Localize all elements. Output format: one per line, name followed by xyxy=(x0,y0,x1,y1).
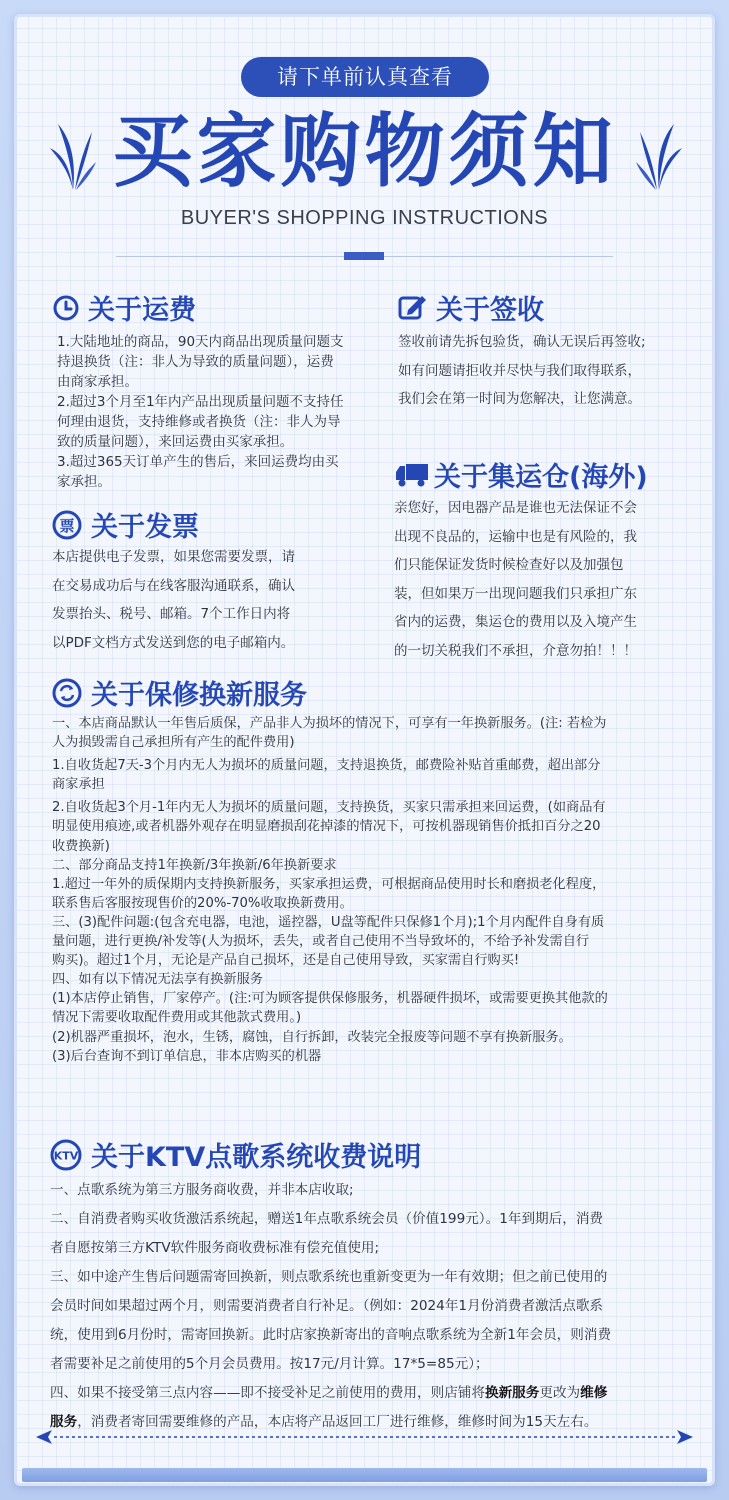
warehouse-line: 们只能保证发货时候检查好以及加强包 xyxy=(394,557,624,573)
ktv-line: 一、点歌系统为第三方服务商收费，并非本店收取; xyxy=(50,1182,354,1198)
warranty-line: (1)本店停止销售，厂家停产。(注:可为顾客提供保修服务，机器硬件损坏，或需要更换其他款的 xyxy=(52,991,608,1007)
warranty-line: (2)机器严重损坏，泡水，生锈，腐蚀，自行拆卸，改装完全报废等问题不享有换新服务。 xyxy=(52,1029,572,1045)
ktv-icon xyxy=(49,1138,83,1172)
shipping-line: 3.超过365天订单产生的售后，来回运费均由买 xyxy=(57,454,339,470)
ktv-bold-text: 维修 xyxy=(580,1385,608,1401)
shipping-body xyxy=(57,332,377,492)
ktv-line: 统，使用到6月份时，需寄回换新。此时店家换新寄出的音响点歌系统为全新1年会员，则消费 xyxy=(50,1327,612,1343)
warehouse-line: 省内的运费，集运仓的费用以及入境产生 xyxy=(394,614,637,630)
warehouse-line: 的一切关税我们不承担，介意勿拍！！！ xyxy=(394,642,637,659)
ktv-title: 关于KTV点歌系统收费说明 xyxy=(91,1142,422,1173)
warranty-line: 量问题，进行更换/补发等(人为损坏，丢失，或者自己使用不当导致坏的，不给予补发需自行 xyxy=(52,934,590,950)
warranty-line: 1.自收货起7天-3个月内无人为损坏的质量问题，支持退换货，邮费险补贴首重邮费，超出部分 xyxy=(52,758,601,774)
right-leaf-icon xyxy=(634,118,684,192)
invoice-body xyxy=(52,543,372,657)
warranty-line: 购买)。超过1个月，无论是产品自己损坏，还是自己使用导致，买家需自行购买! xyxy=(52,953,520,969)
warranty-heading xyxy=(51,673,307,712)
ktv-icon-text: KTV xyxy=(53,1149,79,1162)
warranty-line: (3)后台查询不到订单信息，非本店购买的机器 xyxy=(52,1048,322,1064)
warehouse-line: 装，但如果万一出现问题我们只承担广东 xyxy=(394,585,637,602)
ktv-line: 者自愿按第三方KTV软件服务商收费标准有偿充值使用; xyxy=(50,1240,380,1256)
shipping-line: 2.超过3个月至1年内产品出现质量问题不支持任 xyxy=(57,394,344,410)
invoice-title: 关于发票 xyxy=(91,512,199,543)
warehouse-line: 亲您好，因电器产品是谁也无法保证不会 xyxy=(394,500,637,516)
warranty-line: 一、本店商品默认一年售后质保，产品非人为损坏的情况下，可享有一年换新服务。(注: 若检为 xyxy=(52,716,607,731)
warranty-line: 二、部分商品支持1年换新/3年换新/6年换新要求 xyxy=(52,857,337,873)
ktv-line: 二、自消费者购买收货激活系统起，赠送1年点歌系统会员（价值199元）。1年到期后，消费 xyxy=(50,1211,604,1227)
invoice-line: 发票抬头、税号、邮箱。7个工作日内将 xyxy=(52,606,291,622)
bottom-decor-bar xyxy=(22,1468,707,1482)
warranty-line: 联系售后客服按现售价的20%-70%收取换新费用。 xyxy=(52,895,353,911)
warehouse-heading xyxy=(394,455,648,494)
truck-icon xyxy=(394,462,430,488)
warranty-title: 关于保修换新服务 xyxy=(91,680,307,711)
header-pill: 请下单前认真查看 xyxy=(241,57,489,97)
signing-heading xyxy=(398,288,544,327)
invoice-line: 以PDF文档方式发送到您的电子邮箱内。 xyxy=(52,634,295,651)
shipping-line: 持退换货（注：非人为导致的质量问题），运费 xyxy=(57,354,334,370)
shipping-title: 关于运费 xyxy=(88,295,196,326)
warehouse-body xyxy=(394,494,694,665)
invoice-icon xyxy=(51,509,83,541)
shipping-line: 何理由退货，支持维修或者换货（注：非人为导 xyxy=(57,414,341,430)
svg-text:票: 票 xyxy=(59,516,75,535)
warehouse-title: 关于集运仓(海外) xyxy=(434,462,648,493)
signing-line: 签收前请先拆包验货，确认无误后再签收; xyxy=(398,334,646,350)
ktv-line: 者需要补足之前使用的5个月会员费用。按17元/月计算。17*5=85元）； xyxy=(50,1356,489,1372)
warranty-body xyxy=(52,714,692,1066)
warranty-line: 三、(3)配件问题:(包含充电器，电池，遥控器，U盘等配件只保修1个月);1个月内配件自身有质 xyxy=(52,914,605,930)
ktv-last-line xyxy=(50,1379,695,1408)
english-subtitle: BUYER'S SHOPPING INSTRUCTIONS xyxy=(180,207,549,229)
ktv-bold-text: 换新服务 xyxy=(485,1385,540,1401)
invoice-line: 在交易成功后与在线客服沟通联系，确认 xyxy=(52,577,295,594)
ktv-line: 会员时间如果超过两个月，则需要消费者自行补足。（例如：2024年1月份消费者激活点歌系 xyxy=(50,1298,604,1314)
invoice-line: 本店提供电子发票，如果您需要发票，请 xyxy=(52,549,295,565)
divider-block xyxy=(344,252,384,260)
shipping-heading xyxy=(52,288,196,327)
refresh-icon xyxy=(51,677,83,709)
signing-title: 关于签收 xyxy=(436,295,544,326)
warranty-line: 商家承担 xyxy=(52,777,105,793)
warranty-line: 2.自收货起3个月-1年内无人为损坏的质量问题，支持换货，买家只需承担来回运费，(如商品有 xyxy=(52,800,606,816)
ktv-bold-text: 服务 xyxy=(50,1414,78,1430)
edit-icon xyxy=(398,294,428,322)
warranty-line: 1.超过一年外的质保期内支持换新服务，买家承担运费，可根据商品使用时长和磨损老化程度， xyxy=(52,876,606,892)
ktv-last-text: ，消费者寄回需要维修的产品，本店将产品返回工厂进行维修，维修时间为15天左右。 xyxy=(77,1414,598,1430)
warranty-line: 四、如有以下情况无法享有换新服务 xyxy=(52,972,263,988)
warranty-line: 收费换新) xyxy=(52,838,110,854)
main-title: 买家购物须知 xyxy=(112,105,617,198)
shipping-line: 1.大陆地址的商品，90天内商品出现质量问题支 xyxy=(57,334,344,350)
ktv-line: 三、如中途产生售后问题需寄回换新，则点歌系统也重新变更为一年有效期；但之前已使用的 xyxy=(50,1269,608,1285)
warranty-line: 人为损毁需自己承担所有产生的配件费用) xyxy=(52,735,295,751)
shipping-line: 由商家承担。 xyxy=(57,374,138,390)
ktv-body xyxy=(50,1176,695,1437)
ktv-last-text: 四、如果不接受第三点内容——即不接受补足之前使用的费用，则店铺将 xyxy=(50,1385,485,1401)
warehouse-line: 出现不良品的，运输中也是有风险的，我 xyxy=(394,528,637,545)
clock-icon xyxy=(52,294,80,322)
warranty-line: 明显使用痕迹,或者机器外观存在明显磨损刮花掉漆的情况下，可按机器现销售价抵扣百分之20 xyxy=(52,819,601,835)
shipping-line: 致的质量问题），来回运费由买家承担。 xyxy=(57,434,294,450)
signing-line: 我们会在第一时间为您解决，让您满意。 xyxy=(398,391,641,407)
signing-body xyxy=(398,328,698,414)
signing-line: 如有问题请拒收并尽快与我们取得联系， xyxy=(398,362,641,379)
ktv-heading xyxy=(49,1135,421,1174)
double-arrow-divider xyxy=(36,1428,693,1446)
ktv-last-text: 更改为 xyxy=(539,1385,581,1401)
invoice-heading xyxy=(51,505,199,544)
shipping-line: 家承担。 xyxy=(57,474,111,490)
warranty-line: 情况下需要收取配件费用或其他款式费用。) xyxy=(52,1010,302,1026)
